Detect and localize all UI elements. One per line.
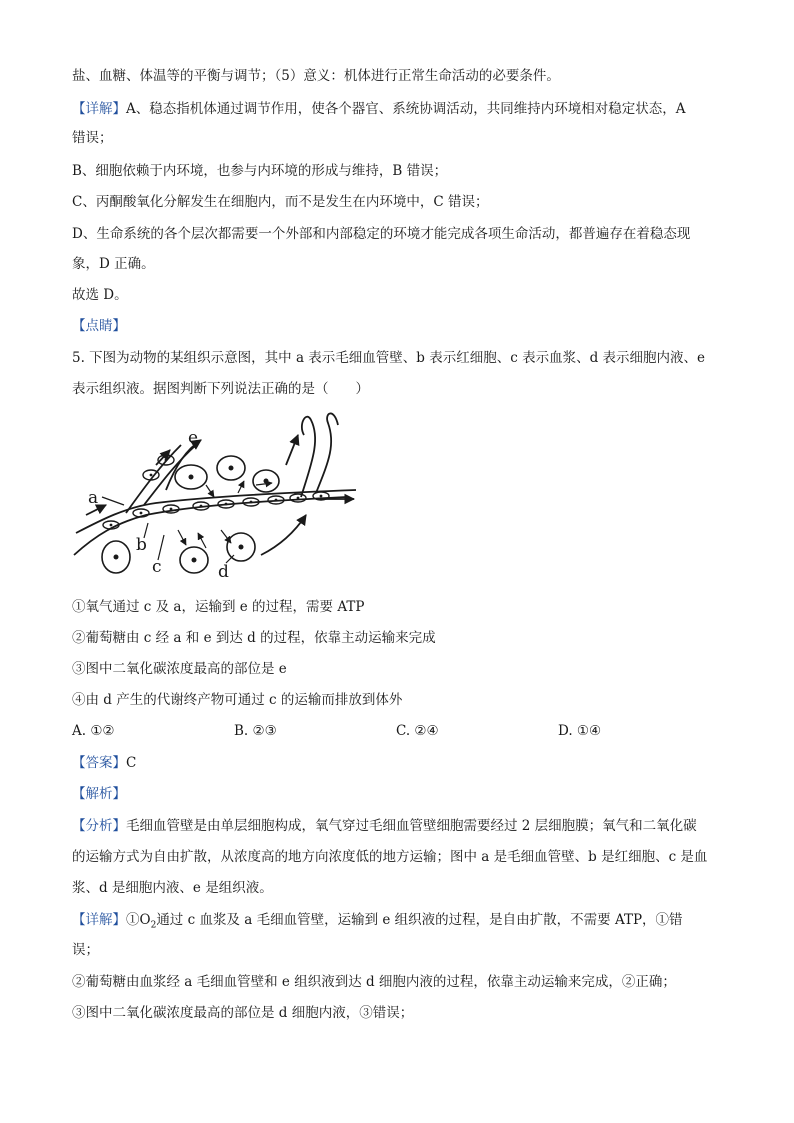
- section-tag-detail: 【详解】: [72, 912, 126, 928]
- label-e: e: [188, 428, 199, 448]
- text-line: B、细胞依赖于内环境，也参与内环境的形成与维持，B 错误；: [72, 163, 448, 179]
- option-c: C. ②④: [396, 723, 439, 739]
- statement-3: ③图中二氧化碳浓度最高的部位是 e: [72, 661, 287, 677]
- subscript: 2: [150, 920, 157, 931]
- text-line: [72, 910, 683, 930]
- question-stem: 表示组织液。据图判断下列说法正确的是（ ）: [72, 381, 369, 397]
- text-line: D、生命系统的各个层次都需要一个外部和内部稳定的环境才能完成各项生命活动，都普遍存在着稳态现: [72, 226, 691, 242]
- statement-4: ④由 d 产生的代谢终产物可通过 c 的运输而排放到体外: [72, 692, 403, 708]
- text-span: A、稳态指机体通过调节作用，使各个器官、系统协调活动，共同维持内环境相对稳定状态，A: [126, 101, 686, 117]
- text-line: 盐、血糖、体温等的平衡与调节；（5）意义：机体进行正常生命活动的必要条件。: [72, 68, 560, 84]
- option-b: B. ②③: [234, 723, 277, 739]
- text-line: 象，D 正确。: [72, 256, 155, 272]
- text-line: ③图中二氧化碳浓度最高的部位是 d 细胞内液，③错误；: [72, 1005, 414, 1021]
- text-line: 误；: [72, 942, 99, 958]
- answer-line: [72, 753, 136, 773]
- tissue-diagram: [66, 405, 366, 585]
- answer-value: C: [126, 755, 137, 771]
- option-d: D. ①④: [558, 723, 602, 739]
- text-line: 的运输方式为自由扩散，从浓度高的地方向浓度低的地方运输；图中 a 是毛细血管壁、b 是红细胞、c 是血: [72, 849, 708, 865]
- option-a: A. ①②: [72, 723, 115, 739]
- statement-1: ①氧气通过 c 及 a，运输到 e 的过程，需要 ATP: [72, 599, 365, 615]
- label-d: d: [218, 562, 229, 582]
- section-tag-answer: 【答案】: [72, 755, 126, 771]
- text-line: [72, 816, 697, 836]
- text-line: [72, 99, 686, 119]
- text-line: ②葡萄糖由血浆经 a 毛细血管壁和 e 组织液到达 d 细胞内液的过程，依靠主动运输来完成，②正确；: [72, 974, 676, 990]
- capillary-wall-lower: [74, 497, 346, 555]
- section-tag-detail: 【详解】: [72, 101, 126, 117]
- text-span: ①O: [126, 912, 151, 928]
- text-span: 通过 c 血浆及 a 毛细血管壁，运输到 e 组织液的过程，是自由扩散，不需要 ATP，①错: [156, 912, 683, 928]
- text-line: 浆、d 是细胞内液、e 是组织液。: [72, 880, 273, 896]
- text-span: 毛细血管壁是由单层细胞构成，氧气穿过毛细血管壁细胞需要经过 2 层细胞膜；氧气和二氧化碳: [126, 818, 697, 834]
- text-line: C、丙酮酸氧化分解发生在细胞内，而不是发生在内环境中，C 错误；: [72, 194, 489, 210]
- statement-2: ②葡萄糖由 c 经 a 和 e 到达 d 的过程，依靠主动运输来完成: [72, 630, 436, 646]
- question-stem: 5. 下图为动物的某组织示意图，其中 a 表示毛细血管壁、b 表示红细胞、c 表示血浆、d 表示细胞内液、e: [72, 350, 706, 366]
- text-line: 错误；: [72, 130, 113, 146]
- label-c: c: [152, 557, 162, 577]
- section-tag-comment: 【点睛】: [72, 318, 126, 334]
- section-tag-analysis: 【解析】: [72, 786, 126, 802]
- answer-options: [72, 721, 732, 741]
- text-line: 故选 D。: [72, 287, 128, 303]
- label-a: a: [88, 488, 99, 508]
- label-b: b: [136, 535, 147, 555]
- section-tag-fenxi: 【分析】: [72, 818, 126, 834]
